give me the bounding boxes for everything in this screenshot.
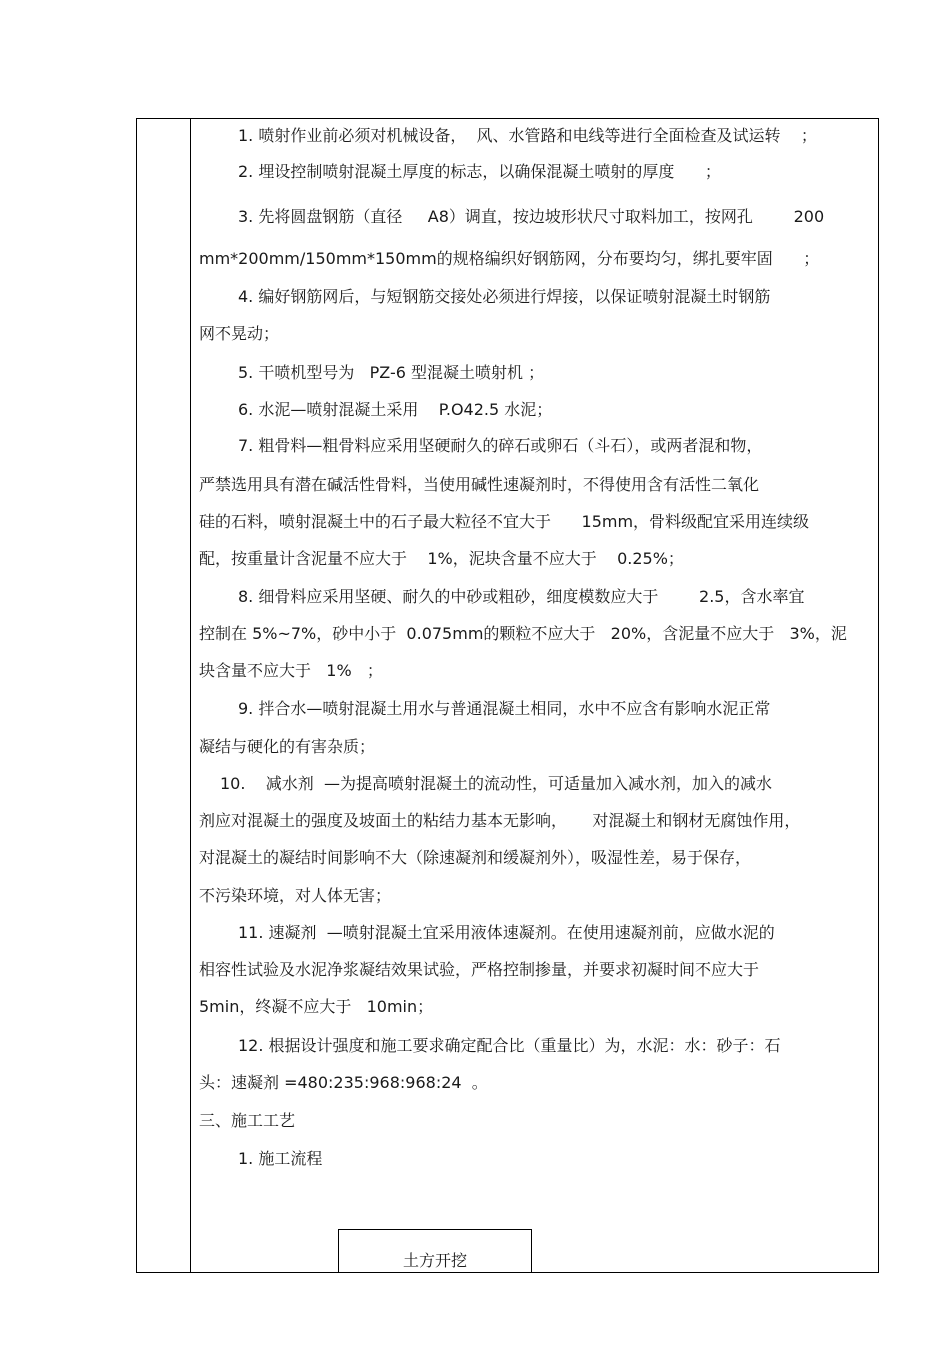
text-line: 9. 拌合水—喷射混凝土用水与普通混凝土相同，水中不应含有影响水泥正常: [238, 699, 771, 718]
text-line: 凝结与硬化的有害杂质；: [199, 737, 376, 756]
section-heading: 三、施工工艺: [199, 1111, 296, 1130]
text-line: 对混凝土的凝结时间影响不大（除速凝剂和缓凝剂外），吸湿性差，易于保存，: [199, 848, 752, 867]
text-line: 8. 细骨料应采用坚硬、耐久的中砂或粗砂，细度模数应大于 2.5，含水率宜: [238, 587, 805, 606]
subsection-heading: 1. 施工流程: [238, 1149, 323, 1168]
flowchart-step-label: 土方开挖: [402, 1251, 467, 1270]
text-line: 块含量不应大于 1% ；: [199, 661, 383, 680]
text-line: 头：速凝剂 =480:235:968:968:24 。: [199, 1073, 488, 1092]
text-line: 严禁选用具有潜在碱活性骨料，当使用碱性速凝剂时，不得使用含有活性二氧化: [199, 475, 760, 494]
text-line: 1. 喷射作业前必须对机械设备， 风、水管路和电线等进行全面检查及试运转 ；: [238, 126, 817, 145]
text-line: 5. 干喷机型号为 PZ-6 型混凝土喷射机 ；: [238, 363, 545, 382]
text-line: 硅的石料，喷射混凝土中的石子最大粒径不宜大于 15mm，骨料级配宜采用连续级: [199, 512, 810, 531]
text-line: 5min，终凝不应大于 10min；: [199, 997, 434, 1016]
column-divider: [190, 118, 191, 1273]
text-line: 6. 水泥—喷射混凝土采用 P.O42.5 水泥；: [238, 400, 553, 419]
flowchart-step-box: [338, 1229, 532, 1273]
text-line: 控制在 5%~7%，砂中小于 0.075mm的颗粒不应大于 20%，含泥量不应大于 3%，泥: [199, 624, 847, 643]
text-line: 2. 埋设控制喷射混凝土厚度的标志，以确保混凝土喷射的厚度 ；: [238, 162, 721, 181]
text-line: 7. 粗骨料—粗骨料应采用坚硬耐久的碎石或卵石（斗石），或两者混和物，: [238, 436, 763, 455]
text-line: 12. 根据设计强度和施工要求确定配合比（重量比）为，水泥：水：砂子：石: [238, 1036, 781, 1055]
text-line: 11. 速凝剂 —喷射混凝土宜采用液体速凝剂。在使用速凝剂前，应做水泥的: [238, 923, 775, 942]
text-line: 相容性试验及水泥净浆凝结效果试验，严格控制掺量，并要求初凝时间不应大于: [199, 960, 760, 979]
text-line: 网不晃动；: [199, 324, 280, 343]
text-line: 不污染环境，对人体无害；: [199, 886, 392, 905]
text-line: 10. 减水剂 —为提高喷射混凝土的流动性，可适量加入减水剂，加入的减水: [220, 774, 772, 793]
text-line: 剂应对混凝土的强度及坡面土的粘结力基本无影响， 对混凝土和钢材无腐蚀作用，: [199, 811, 801, 830]
text-line: mm*200mm/150mm*150mm的规格编织好钢筋网，分布要均匀，绑扎要牢固 ；: [199, 249, 820, 268]
text-line: 3. 先将圆盘钢筋（直径 A8）调直，按边坡形状尺寸取料加工，按网孔 200: [238, 207, 825, 226]
text-line: 配，按重量计含泥量不应大于 1%，泥块含量不应大于 0.25%；: [199, 549, 684, 568]
text-line: 4. 编好钢筋网后，与短钢筋交接处必须进行焊接，以保证喷射混凝土时钢筋: [238, 287, 771, 306]
